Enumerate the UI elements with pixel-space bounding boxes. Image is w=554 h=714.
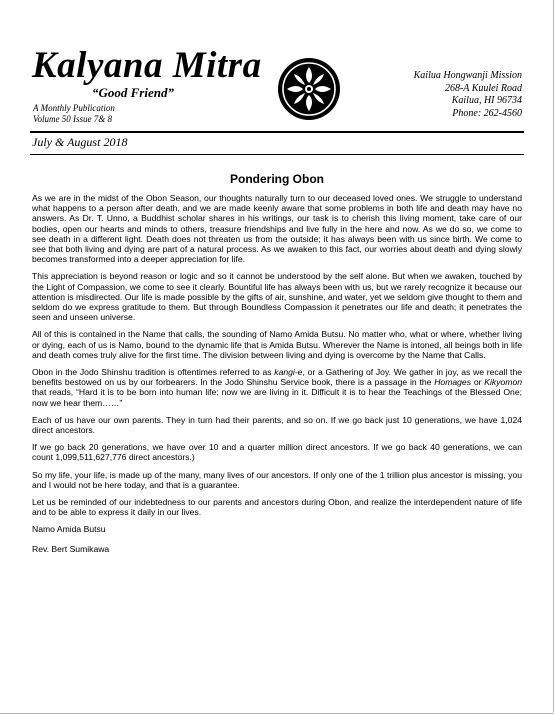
article-paragraph: Let us be reminded of our indebtedness to our parents and ancestors during Obon, and realize the interdependent nature of life and to be able to express it daily in our lives.: [32, 497, 522, 518]
article-paragraph: So my life, your life, is made up of the many, many lives of our ancestors. If only one of the 1 trillion plus ancestor is missing, you and I would not be here today, and that is a guarantee.: [32, 469, 522, 490]
article-paragraph: If we go back 20 generations, we have over 10 and a quarter million direct ancestors. If we go back 40 generations, we can count 1,099,511,627,776 direct ancestors.): [32, 442, 522, 463]
temple-crest-icon: [277, 57, 341, 121]
article-paragraph: As we are in the midst of the Obon Season, our thoughts naturally turn to our deceased loved ones. We struggle to understand what happens to a person after death, and we are made keenly aware that some problems in both life and death may have no answers. As Dr. T. Unno, a Buddhist scholar shares in his writings, our task is to cherish this living moment, take care of our bodies, open our hearts and minds to others, treasure friendships and live fully in the here and now. As we do so, we come to see death in a different light. Death does not threaten us from the outside; it has always been with us since birth. We come to see that both living and dying are part of a natural process. As we awaken to this fact, our worries about death and dying slowly becomes transformed into a deeper appreciation for life.: [32, 193, 522, 265]
address-line-4: Phone: 262-4560: [452, 107, 522, 119]
term-kikyomon: Kikyomon: [484, 377, 523, 388]
closing-phrase: Namo Amida Butsu: [32, 524, 106, 535]
term-kangie: kangi-e: [274, 367, 303, 378]
header-rule-top: [30, 131, 524, 133]
newsletter-subtitle: “Good Friend”: [92, 85, 174, 100]
address-line-1: Kailua Hongwanji Mission: [413, 70, 522, 81]
article-paragraph: Obon in the Jodo Shinshu tradition is oftentimes referred to as kangi-e, or a Gathering of Joy. We gather in joy, as we recall the benefits bestowed on us by our forbearers. In the Jodo Shinshu Service book, there is a passage in the Homages or Kikyomon that reads, “Hard it is to be born into human life; now we are living in it. Difficult it is to hear the Teachings of the Blessed One; now we hear them……”: [32, 367, 523, 408]
publication-info: [33, 103, 115, 125]
address-line-2: 268-A Kuulei Road: [444, 82, 522, 94]
term-homages: Homages: [434, 377, 471, 388]
volume-issue: Volume 50 Issue 7& 8: [33, 114, 112, 124]
publication-frequency: A Monthly Publication: [33, 103, 115, 113]
header-rule-bottom: [30, 154, 524, 155]
article-title: Pondering Obon: [230, 172, 324, 186]
article-paragraph: Each of us have our own parents. They in turn had their parents, and so on. If we go back just 10 generations, we have 1,024 direct ancestors.: [32, 414, 522, 436]
newsletter-title: Kalyana Mitra: [32, 45, 262, 86]
author-signature: Rev. Bert Sumikawa: [32, 543, 110, 554]
article-paragraph: This appreciation is beyond reason or logic and so it cannot be understood by the self alone. But when we awaken, touched by the Light of Compassion, we come to see it clearly. Bountiful life has always been with us, but we rarely recognize it because our attention is misdirected. Our life is made possible by the gifts of air, sunshine, and water, yet we seldom give thought to them and seldom do we express gratitude to them. But through Boundless Compassion it penetrates our life and death; it penetrates the seen and unseen universe.: [32, 271, 522, 323]
address-line-3: Kailua, HI 96734: [451, 95, 522, 106]
article-body: [32, 193, 522, 563]
mission-address: [414, 70, 522, 120]
article-paragraph: All of this is contained in the Name that calls, the sounding of Namo Amida Butsu. No matter who, what or where, whether living or dying, each of us is Namo, bound to the dynamic life that is Amida Butsu. Wherever the Name is intoned, all beings both in life and death comes truly alive for the first time. The division between living and dying is overcome by the Name that Calls.: [32, 329, 522, 360]
issue-date: July & August 2018: [32, 135, 128, 149]
